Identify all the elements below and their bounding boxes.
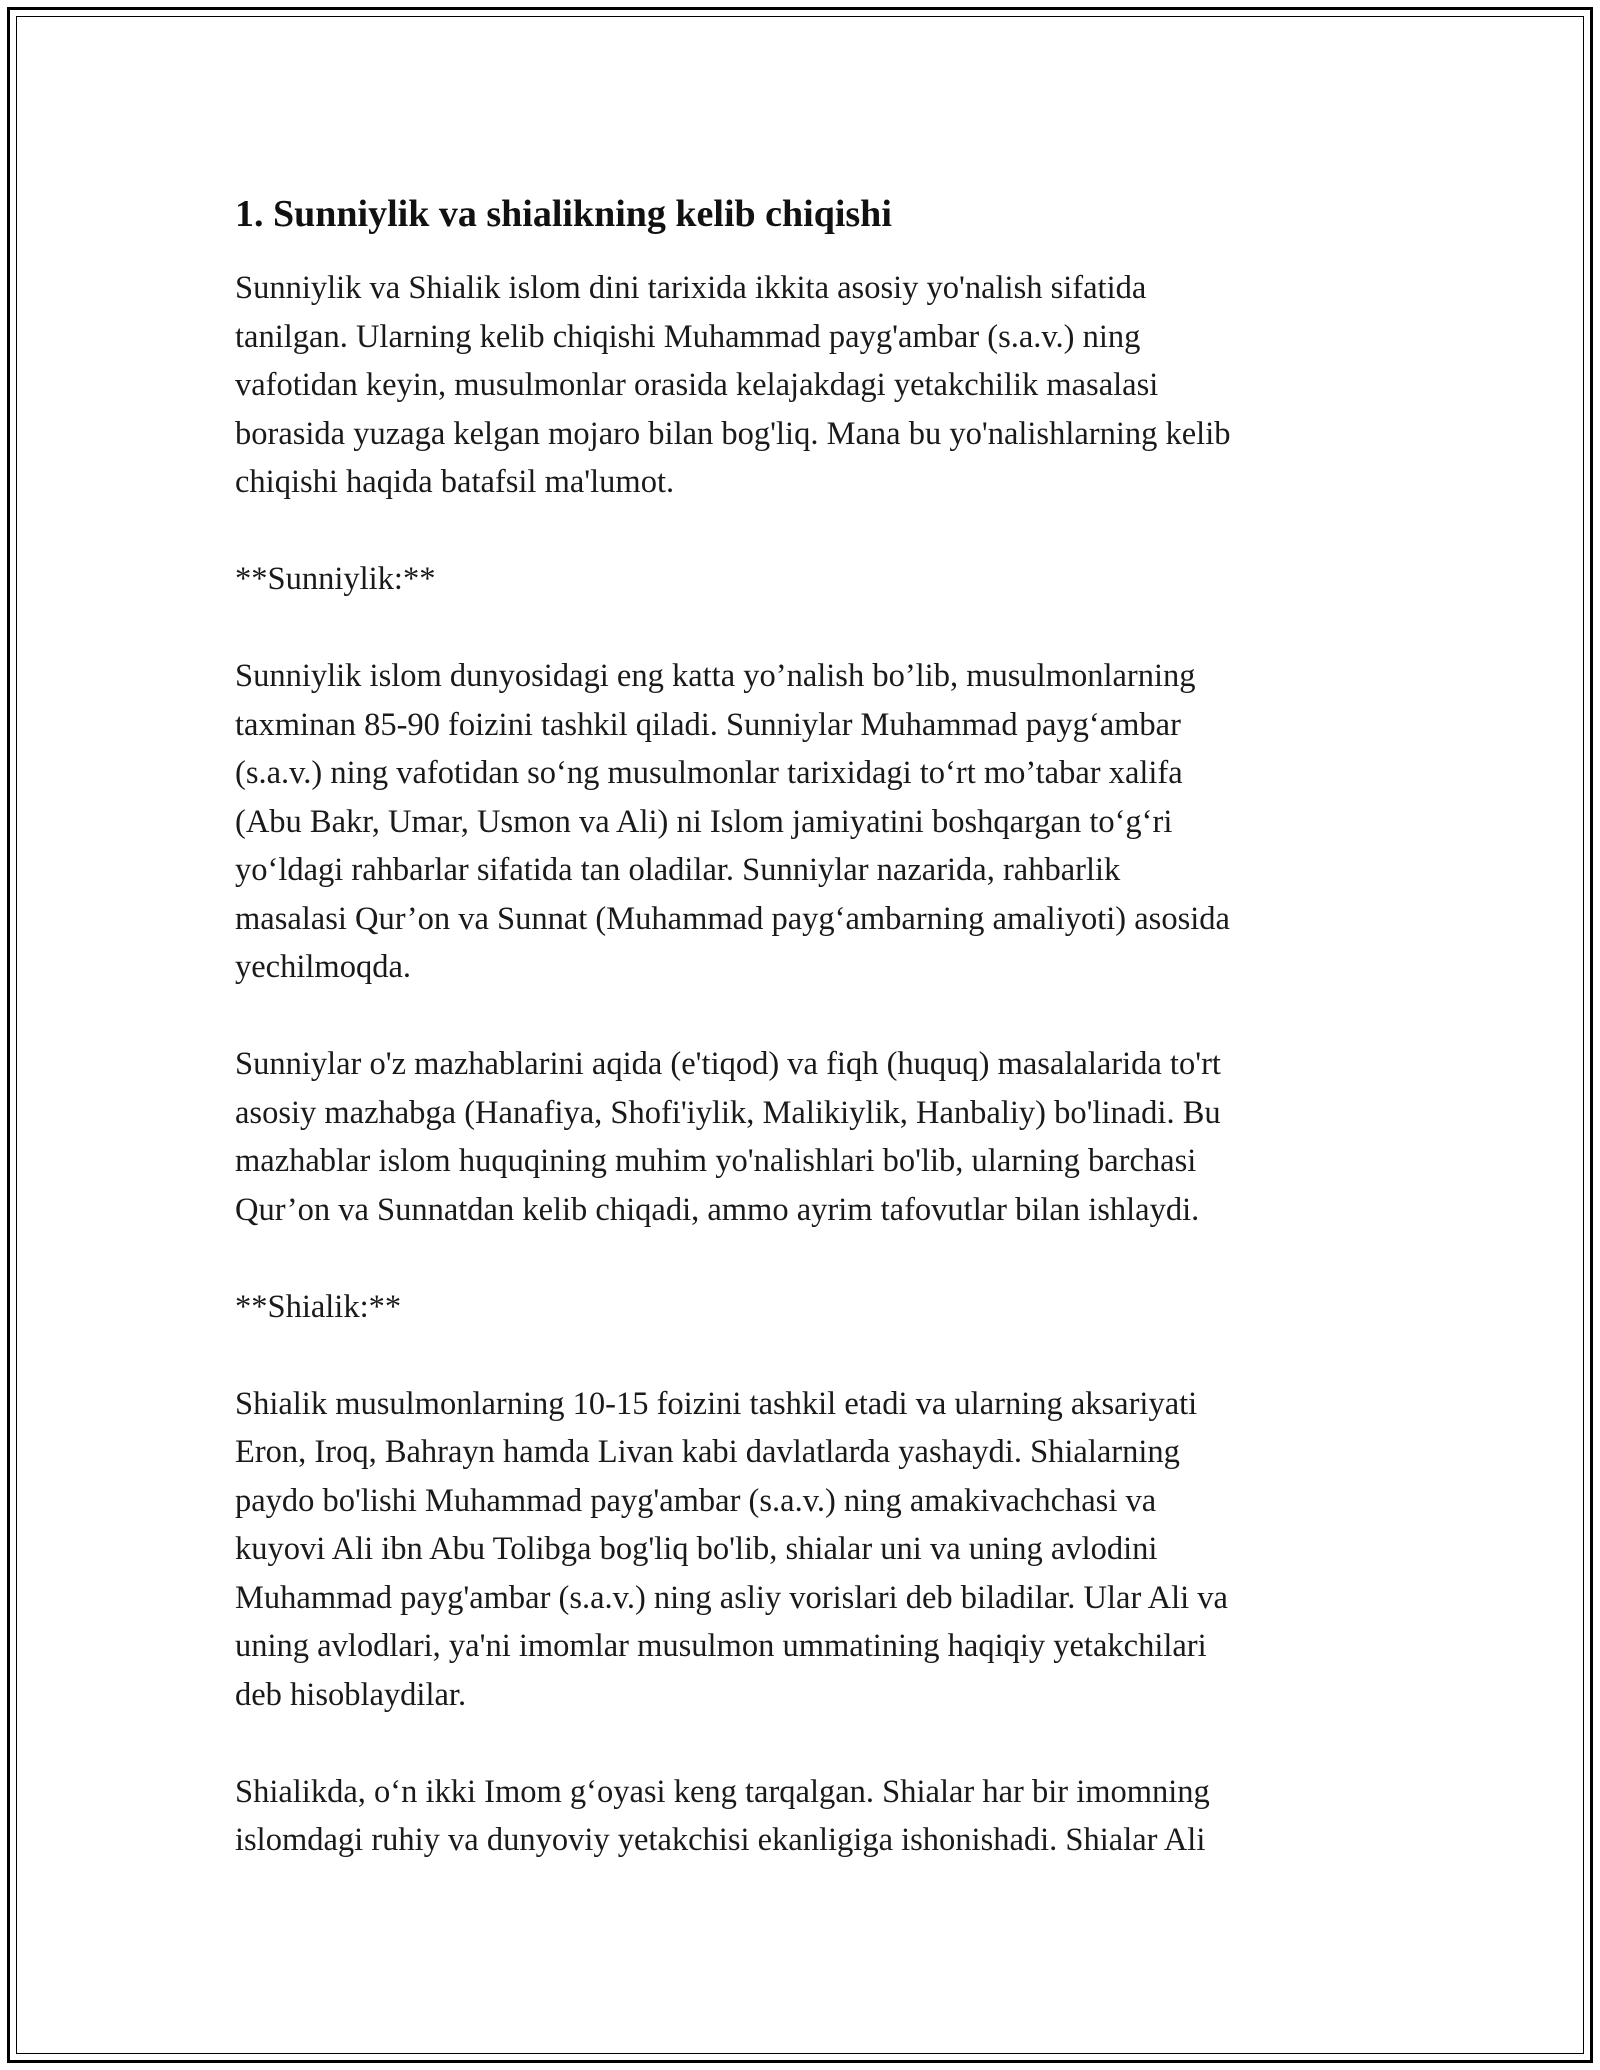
text-line: Qur’on va Sunnatdan kelib chiqadi, ammo ayrim tafovutlar bilan ishlaydi. [235,1191,1200,1228]
subheading-shialik [235,1283,1365,1332]
text-line: taxminan 85-90 foizini tashkil qiladi. Sunniylar Muhammad payg‘ambar [235,706,1181,743]
text-line: paydo bo'lishi Muhammad payg'ambar (s.a.v.) ning amakivachchasi va [235,1482,1157,1519]
paragraph-shialik-imom [235,1768,1365,1865]
text-line: (Abu Bakr, Umar, Usmon va Ali) ni Islom jamiyatini boshqargan to‘g‘ri [235,803,1173,840]
text-line: Sunniylik va Shialik islom dini tarixida ikkita asosiy yo'nalish sifatida [235,270,1147,306]
text-line: Muhammad payg'ambar (s.a.v.) ning asliy vorislari deb biladilar. Ular Ali va [235,1579,1228,1616]
text-line: yo‘ldagi rahbarlar sifatida tan oladilar. Sunniylar nazarida, rahbarlik [235,852,1121,888]
text-line: **Shialik:** [235,1288,402,1325]
text-line: Shialikda, o‘n ikki Imom g‘oyasi keng tarqalgan. Shialar har bir imomning [235,1773,1210,1810]
text-line: vafotidan keyin, musulmonlar orasida kelajakdagi yetakchilik masalasi [235,367,1159,403]
text-line: masalasi Qur’on va Sunnat (Muhammad payg‘ambarning amaliyoti) asosida [235,900,1230,937]
paragraph-sunniylik-mazhab [235,1040,1365,1234]
document-body [235,188,1365,1913]
subheading-sunniylik [235,555,1365,604]
text-line: tanilgan. Ularning kelib chiqishi Muhammad payg'ambar (s.a.v.) ning [235,318,1141,355]
text-line: Sunniylar o'z mazhablarini aqida (e'tiqod) va fiqh (huquq) masalalarida to'rt [235,1046,1221,1082]
text-line: Shialik musulmonlarning 10-15 foizini tashkil etadi va ularning aksariyati [235,1385,1198,1422]
text-line: deb hisoblaydilar. [235,1676,467,1713]
text-line: borasida yuzaga kelgan mojaro bilan bog'liq. Mana bu yo'nalishlarning kelib [235,415,1231,452]
text-line: mazhablar islom huquqining muhim yo'nalishlari bo'lib, ularning barchasi [235,1143,1197,1179]
text-line: islomdagi ruhiy va dunyoviy yetakchisi ekanligiga ishonishadi. Shialar Ali [235,1822,1206,1858]
text-line: (s.a.v.) ning vafotidan so‘ng musulmonlar tarixidagi to‘rt mo’tabar xalifa [235,755,1183,791]
text-line: chiqishi haqida batafsil ma'lumot. [235,464,675,500]
text-line: kuyovi Ali ibn Abu Tolibga bog'liq bo'lib, shialar uni va uning avlodini [235,1531,1158,1567]
text-line: Sunniylik islom dunyosidagi eng katta yo’nalish bo’lib, musulmonlarning [235,658,1196,694]
paragraph-intro [235,264,1365,507]
text-line: **Sunniylik:** [235,561,436,597]
text-line: yechilmoqda. [235,949,411,985]
text-line: uning avlodlari, ya'ni imomlar musulmon ummatining haqiqiy yetakchilari [235,1628,1207,1664]
paragraph-shialik-overview [235,1380,1365,1720]
text-line: asosiy mazhabga (Hanafiya, Shofi'iylik, Malikiylik, Hanbaliy) bo'linadi. Bu [235,1094,1221,1131]
text-line: Eron, Iroq, Bahrayn hamda Livan kabi davlatlarda yashaydi. Shialarning [235,1434,1180,1470]
section-heading: 1. Sunniylik va shialikning kelib chiqishi [235,193,892,235]
paragraph-sunniylik-overview [235,652,1365,992]
